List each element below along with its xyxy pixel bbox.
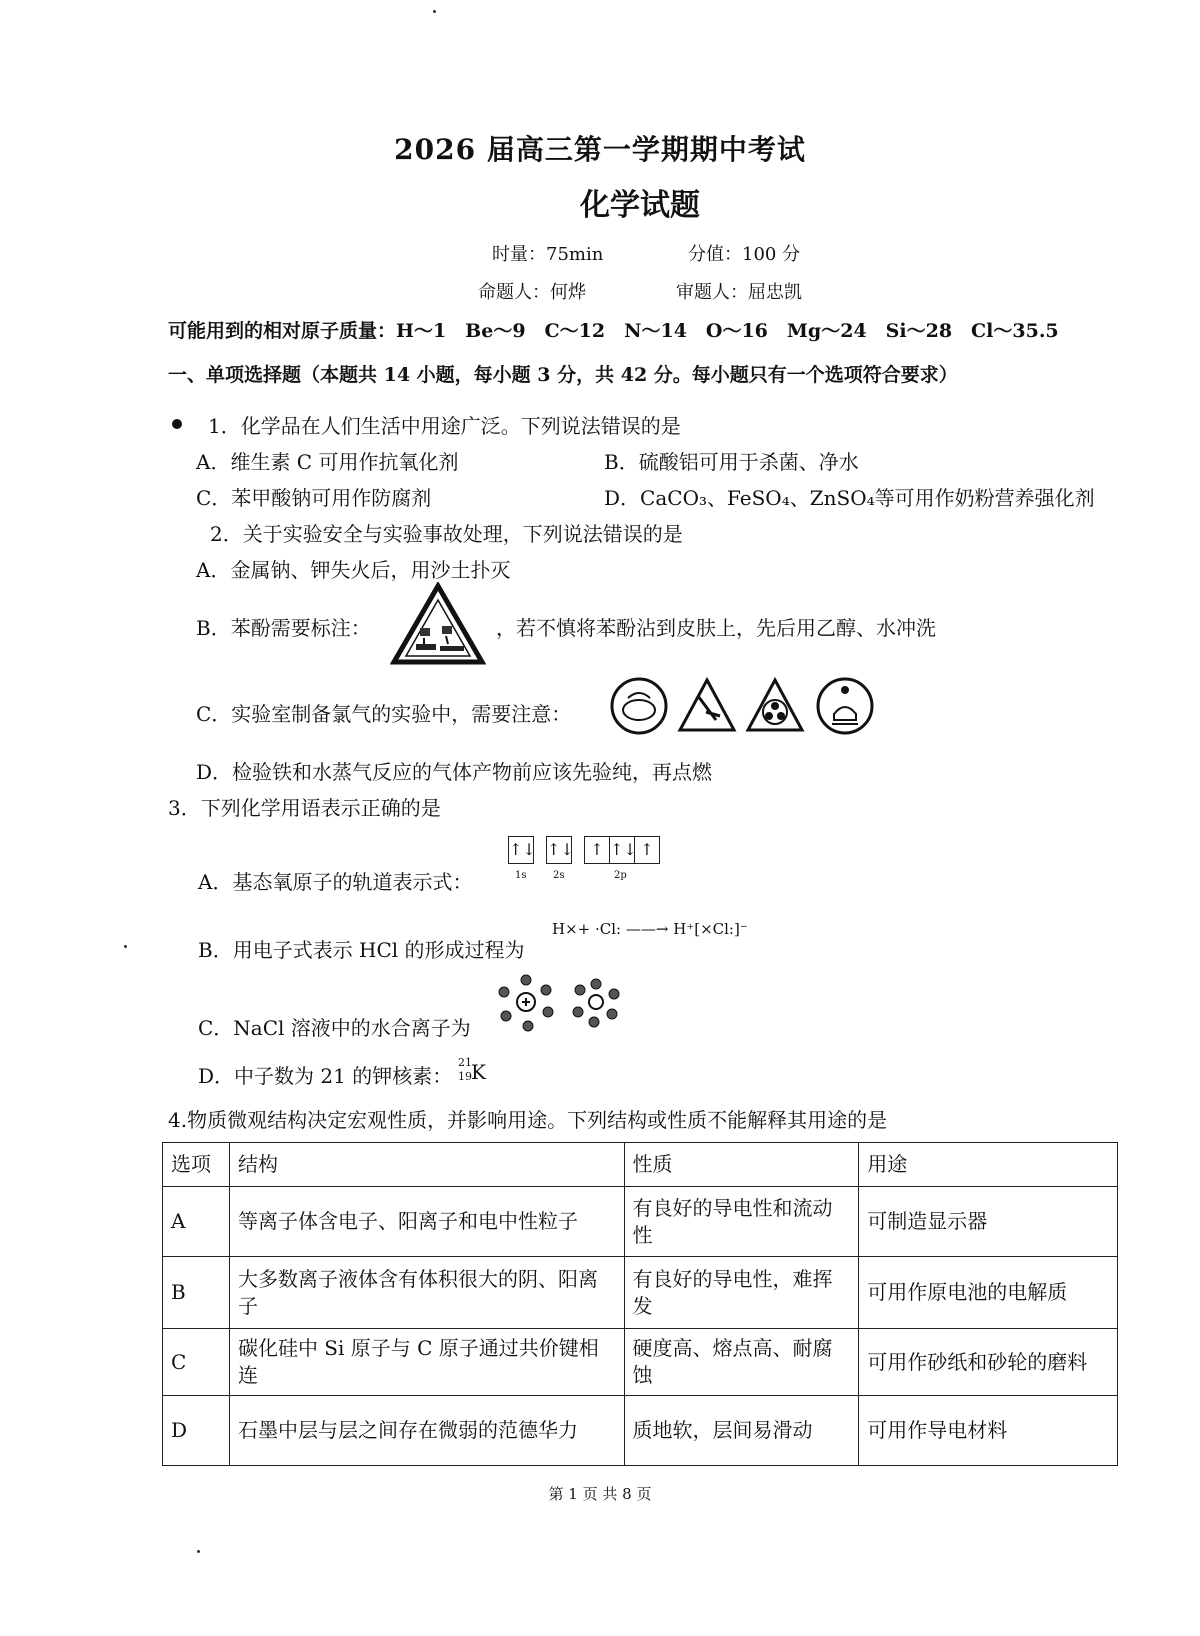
table-row: [163, 1396, 1118, 1466]
table-cell: 大多数离子液体含有体积很大的阴、阳离子: [229, 1257, 624, 1329]
q1-option-c: C．苯甲酸钠可用作防腐剂: [196, 486, 432, 510]
table-header-cell: 结构: [229, 1143, 624, 1187]
q2-option-c: C．实验室制备氯气的实验中，需要注意：: [196, 702, 572, 726]
q3-option-a: A．基态氧原子的轨道表示式：: [198, 870, 473, 894]
table-cell: 石墨中层与层之间存在微弱的范德华力: [229, 1396, 624, 1466]
table-cell: C: [163, 1329, 230, 1396]
orbital-1s: ↑↓: [508, 836, 534, 864]
q3-stem: 3．下列化学用语表示正确的是: [168, 796, 441, 820]
heating-safety-icon: [608, 676, 670, 736]
corrosive-hazard-icon: [390, 582, 486, 666]
q2-option-d: D．检验铁和水蒸气反应的气体产物前应该先验纯，再点燃: [196, 760, 713, 784]
ventilation-icon: [744, 676, 806, 736]
q3-option-b: B．用电子式表示 HCl 的形成过程为: [198, 938, 525, 962]
hcl-formation: [552, 920, 748, 938]
scan-speck: [197, 1550, 200, 1553]
orbital-diagram: [508, 836, 672, 864]
table-row: [163, 1329, 1118, 1396]
exam-author: 命题人：何烨: [478, 282, 586, 303]
table-cell: 可用作导电材料: [859, 1396, 1118, 1466]
table-cell: 可用作砂纸和砂轮的磨料: [859, 1329, 1118, 1396]
exam-score: 分值：100 分: [688, 244, 801, 265]
table-cell: 质地软，层间易滑动: [624, 1396, 859, 1466]
q1-option-d: D．CaCO₃、FeSO₄、ZnSO₄等可用作奶粉营养强化剂: [604, 486, 1095, 510]
q2-option-b-pre: B．苯酚需要标注：: [196, 616, 371, 640]
wash-hands-icon: [814, 676, 876, 736]
sharp-object-icon: [676, 676, 738, 736]
orbital-2p-1: ↑: [584, 836, 610, 864]
potassium-nuclide: [458, 1056, 498, 1088]
orbital-label-1s: 1s: [515, 870, 527, 881]
orbital-2p-2: ↑↓: [610, 836, 635, 864]
table-cell: 有良好的导电性，难挥发: [624, 1257, 859, 1329]
q1-option-a: A．维生素 C 可用作抗氧化剂: [196, 450, 459, 474]
table-cell: 可制造显示器: [859, 1187, 1118, 1257]
bullet-mark: [172, 419, 182, 429]
scan-speck: [433, 10, 436, 13]
table-cell: B: [163, 1257, 230, 1329]
table-header-cell: 选项: [163, 1143, 230, 1187]
hcl-formula-right: H⁺[×Cl:]⁻: [673, 920, 748, 938]
subject-title: 化学试题: [580, 188, 700, 223]
q1-stem: 1．化学品在人们生活中用途广泛。下列说法错误的是: [208, 414, 681, 438]
scan-speck: [124, 945, 127, 948]
atomic-masses: 可能用到的相对原子质量：H～1 Be～9 C～12 N～14 O～16 Mg～24 Si～28 Cl～35.5: [168, 320, 1059, 342]
table-cell: D: [163, 1396, 230, 1466]
table-header-cell: 性质: [624, 1143, 859, 1187]
table-header-cell: 用途: [859, 1143, 1118, 1187]
nuclide-symbol: K: [471, 1060, 486, 1084]
nuclide-mass-number: 21: [458, 1056, 472, 1069]
table-cell: 等离子体含电子、阳离子和电中性粒子: [229, 1187, 624, 1257]
hydrated-ions-figure: [490, 966, 630, 1038]
orbital-2p-3: ↑: [635, 836, 660, 864]
q2-stem: 2．关于实验安全与实验事故处理，下列说法错误的是: [210, 522, 683, 546]
table-row: [163, 1257, 1118, 1329]
table-cell: 有良好的导电性和流动性: [624, 1187, 859, 1257]
table-header-row: [163, 1143, 1118, 1187]
table-cell: 硬度高、熔点高、耐腐蚀: [624, 1329, 859, 1396]
table-cell: 可用作原电池的电解质: [859, 1257, 1118, 1329]
orbital-label-2p: 2p: [614, 870, 627, 881]
table-cell: A: [163, 1187, 230, 1257]
hcl-arrow: ——→: [625, 920, 669, 938]
hcl-formula-left: H×+ ·Cl:: [552, 920, 622, 938]
orbital-2s: ↑↓: [546, 836, 572, 864]
exam-time: 时量：75min: [492, 244, 604, 265]
orbital-label-2s: 2s: [553, 870, 565, 881]
q2-option-a: A．金属钠、钾失火后，用沙土扑灭: [196, 558, 511, 582]
exam-title: 2026 届高三第一学期期中考试: [394, 133, 806, 166]
page-number: 第 1 页 共 8 页: [548, 1485, 652, 1503]
table-row: [163, 1187, 1118, 1257]
q3-option-c: C．NaCl 溶液中的水合离子为: [198, 1016, 471, 1040]
q2-option-b-post: ，若不慎将苯酚沾到皮肤上，先后用乙醇、水冲洗: [496, 616, 936, 640]
q1-option-b: B．硫酸铝可用于杀菌、净水: [604, 450, 859, 474]
q4-table: [162, 1142, 1118, 1466]
table-cell: 碳化硅中 Si 原子与 C 原子通过共价键相连: [229, 1329, 624, 1396]
section-heading: 一、单项选择题（本题共 14 小题，每小题 3 分，共 42 分。每小题只有一个选项符合要求）: [168, 364, 958, 386]
exam-reviewer: 审题人：屈忠凯: [676, 282, 802, 303]
q4-stem: 4.物质微观结构决定宏观性质，并影响用途。下列结构或性质不能解释其用途的是: [168, 1108, 888, 1132]
nuclide-atomic-number: 19: [458, 1070, 472, 1083]
q3-option-d: D．中子数为 21 的钾核素：: [198, 1064, 453, 1088]
